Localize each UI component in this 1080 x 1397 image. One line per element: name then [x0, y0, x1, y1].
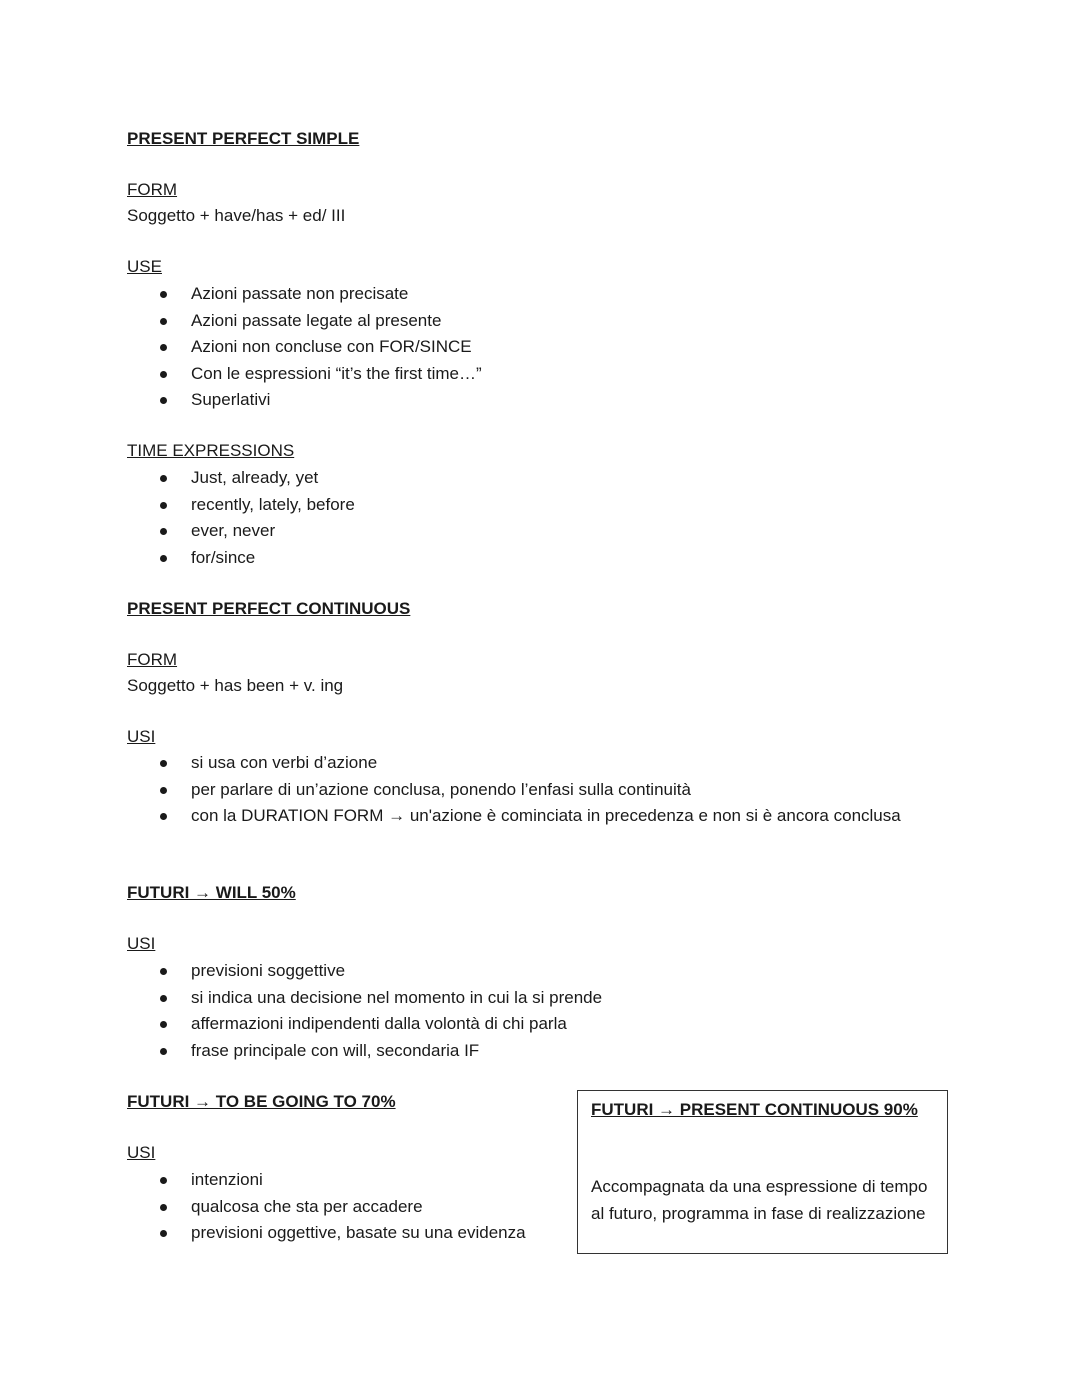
pps-use-list — [127, 281, 482, 414]
list-item: affermazioni indipendenti dalla volontà di chi parla — [127, 1011, 602, 1038]
pps-time-list — [127, 465, 355, 571]
present-continuous-title: FUTURI → PRESENT CONTINUOUS 90% — [591, 1100, 918, 1119]
pps-form-text: Soggetto + have/has + ed/ III — [127, 206, 346, 225]
list-item: con la DURATION FORM → un'azione è cominciata in precedenza e non si è ancora conclusa — [127, 803, 901, 830]
list-item: ever, never — [127, 518, 355, 545]
list-item: Superlativi — [127, 387, 482, 414]
ppc-usi-list — [127, 750, 901, 830]
list-item: for/since — [127, 545, 355, 572]
will-usi-list — [127, 958, 602, 1064]
list-item: previsioni soggettive — [127, 958, 602, 985]
ppc-form-label: FORM — [127, 650, 178, 669]
list-item: intenzioni — [127, 1167, 526, 1194]
list-item: Azioni passate non precisate — [127, 281, 482, 308]
pps-time-label: TIME EXPRESSIONS — [127, 441, 295, 460]
present-continuous-box — [577, 1090, 948, 1254]
list-item: Azioni passate legate al presente — [127, 308, 482, 335]
going-to-usi-list — [127, 1167, 526, 1247]
pps-title: PRESENT PERFECT SIMPLE — [127, 129, 360, 148]
will-title: FUTURI → WILL 50% — [127, 883, 296, 902]
list-item: per parlare di un’azione conclusa, ponendo l’enfasi sulla continuità — [127, 777, 901, 804]
list-item: qualcosa che sta per accadere — [127, 1194, 526, 1221]
going-to-title: FUTURI → TO BE GOING TO 70% — [127, 1092, 396, 1111]
list-item: Just, already, yet — [127, 465, 355, 492]
list-item: Con le espressioni “it’s the first time…” — [127, 361, 482, 388]
pps-form-label: FORM — [127, 180, 178, 199]
list-item: si usa con verbi d’azione — [127, 750, 901, 777]
list-item: recently, lately, before — [127, 492, 355, 519]
ppc-title: PRESENT PERFECT CONTINUOUS — [127, 599, 411, 618]
going-to-usi-label: USI — [127, 1143, 156, 1162]
list-item: previsioni oggettive, basate su una evidenza — [127, 1220, 526, 1247]
pps-use-label: USE — [127, 257, 162, 276]
will-usi-label: USI — [127, 934, 156, 953]
ppc-form-text: Soggetto + has been + v. ing — [127, 676, 344, 695]
list-item: frase principale con will, secondaria IF — [127, 1038, 602, 1065]
list-item: si indica una decisione nel momento in cui la si prende — [127, 985, 602, 1012]
present-continuous-text: Accompagnata da una espressione di tempo al futuro, programma in fase di realizzazione — [591, 1177, 928, 1223]
list-item: Azioni non concluse con FOR/SINCE — [127, 334, 482, 361]
ppc-usi-label: USI — [127, 727, 156, 746]
